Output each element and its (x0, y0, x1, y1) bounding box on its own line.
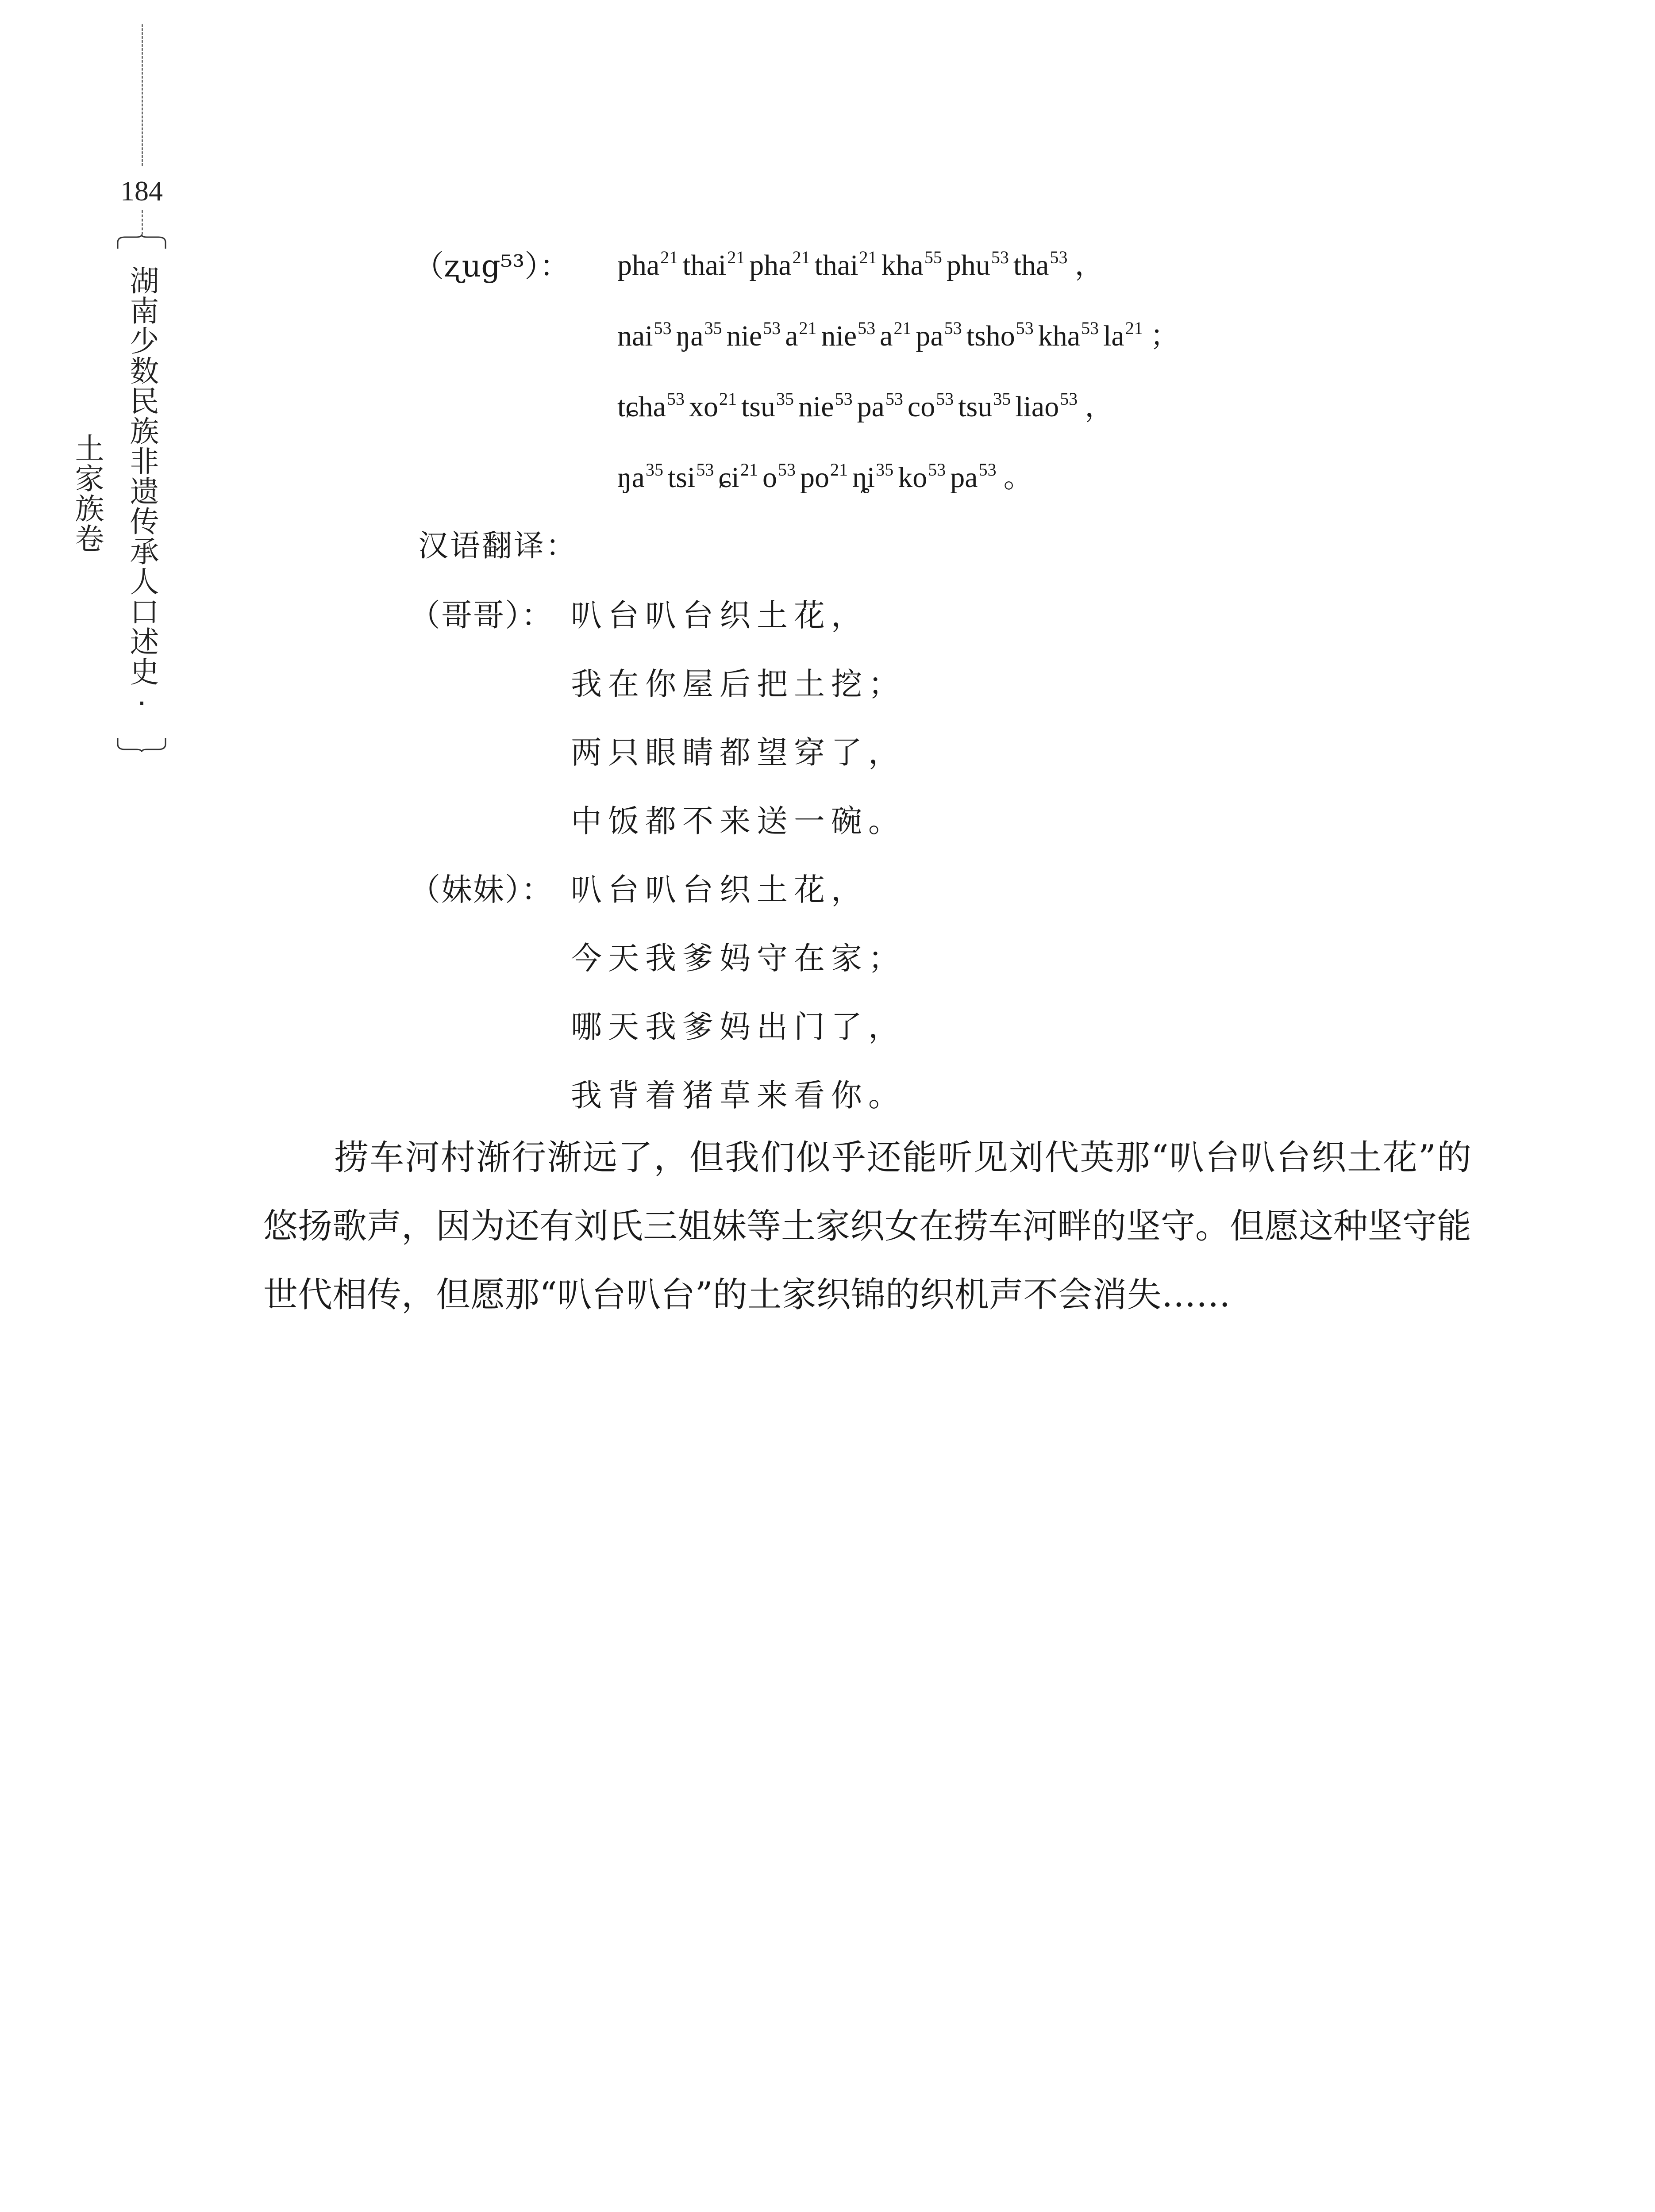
tone-mark: 53 (978, 460, 997, 480)
syllable-text: ȵi (852, 461, 875, 494)
syllable (881, 249, 947, 282)
syllable-text: nai (617, 320, 653, 352)
syllable (880, 319, 916, 353)
syllable (908, 390, 958, 424)
syllable-text: la (1103, 320, 1124, 352)
tone-mark: 53 (835, 389, 853, 409)
tone-mark: 53 (936, 389, 954, 409)
transcription-line (617, 383, 1114, 425)
syllable (762, 461, 800, 495)
tone-mark: 53 (1050, 247, 1068, 267)
syllable (689, 390, 741, 424)
verse-line: 叭台叭台织土花， (571, 872, 868, 908)
transcription-line (617, 453, 1033, 495)
syllable-text: tsu (741, 391, 775, 423)
syllable (682, 249, 749, 282)
syllable (617, 319, 676, 353)
transcription-speaker: （ʐug⁵³）： (414, 249, 570, 284)
tone-mark: 35 (776, 389, 794, 409)
syllable-text: nie (726, 320, 762, 352)
verse-speaker: （哥哥）： (409, 597, 553, 634)
syllable-text: nie (798, 391, 834, 423)
tone-mark: 55 (924, 247, 942, 267)
transcription-line (617, 241, 1104, 283)
verse-line: 叭台叭台织土花， (571, 597, 868, 634)
tone-mark: 21 (799, 318, 817, 338)
page-number: 184 (120, 175, 163, 207)
tone-mark: 53 (858, 318, 876, 338)
syllable-text: ŋa (676, 320, 704, 352)
tone-mark: 35 (876, 460, 894, 480)
syllable (749, 249, 814, 282)
syllable-text: pha (749, 249, 792, 281)
syllable-text: tsho (966, 320, 1015, 352)
syllable (852, 461, 898, 495)
header-rule-middle (142, 210, 143, 234)
syllable (821, 319, 880, 353)
syllable (815, 249, 881, 282)
syllable-text: a (880, 320, 893, 352)
tone-mark: 35 (993, 389, 1011, 409)
verse-speaker: （妹妹）： (409, 872, 553, 908)
syllable-text: co (907, 391, 935, 423)
syllable-text: tsu (958, 391, 993, 423)
syllable-text: po (800, 461, 829, 494)
syllable-text: a (785, 320, 798, 352)
tone-mark: 21 (660, 247, 678, 267)
verse-line: 哪天我爹妈出门了， (571, 1009, 905, 1045)
tone-mark: 53 (777, 460, 796, 480)
syllable-text: kha (881, 249, 924, 281)
syllable (950, 461, 1001, 495)
tone-mark: 35 (645, 460, 663, 480)
syllable (958, 390, 1015, 424)
closing-paragraph (263, 1124, 1471, 1329)
tone-mark: 21 (830, 460, 848, 480)
transcription-line (617, 312, 1179, 354)
verse-line: 两只眼睛都望穿了， (571, 734, 905, 771)
syllable-text: thai (814, 249, 858, 281)
tone-mark: 53 (666, 389, 685, 409)
line-punctuation: 。 (1003, 461, 1033, 494)
verse-line: 我在你屋后把土挖； (571, 666, 905, 702)
syllable (857, 390, 908, 424)
syllable (741, 390, 798, 424)
tone-mark: 53 (944, 318, 962, 338)
syllable (617, 249, 682, 282)
series-title-box (70, 234, 169, 752)
tone-mark: 53 (763, 318, 781, 338)
syllable-text: pa (916, 320, 943, 352)
verse-line: 中饭都不来送一碗。 (571, 803, 905, 839)
line-punctuation: ， (1074, 249, 1104, 281)
bracket-top (116, 234, 167, 250)
syllable (617, 461, 668, 495)
tone-mark: 53 (885, 389, 903, 409)
tone-mark: 53 (928, 460, 946, 480)
series-title: 湖南少数民族非遗传承人口述史·土家族卷 (70, 265, 159, 722)
verse-line: 今天我爹妈守在家； (571, 940, 905, 976)
syllable-text: tha (1013, 249, 1049, 281)
translation-label: 汉语翻译： (418, 529, 578, 564)
tone-mark: 35 (704, 318, 722, 338)
syllable-text: tsi (667, 461, 696, 494)
verse-line: 我背着猪草来看你。 (571, 1077, 905, 1114)
line-punctuation: ， (1085, 391, 1114, 423)
tone-mark: 53 (654, 318, 672, 338)
syllable (916, 319, 966, 353)
syllable-text: o (762, 461, 777, 494)
syllable-text: ŋa (617, 461, 645, 494)
syllable-text: phu (946, 249, 990, 281)
header-rule-top (142, 24, 143, 166)
tone-mark: 53 (1016, 318, 1034, 338)
syllable (785, 319, 821, 353)
bracket-bottom (116, 737, 167, 752)
tone-mark: 53 (1081, 318, 1099, 338)
syllable (1015, 390, 1082, 424)
tone-mark: 21 (859, 247, 877, 267)
syllable (1038, 319, 1103, 353)
syllable (617, 390, 689, 424)
syllable-text: ko (898, 461, 928, 494)
syllable (727, 319, 785, 353)
tone-mark: 53 (696, 460, 714, 480)
syllable-text: xo (689, 391, 718, 423)
syllable (1103, 319, 1147, 353)
syllable-text: pa (950, 461, 978, 494)
tone-mark: 21 (893, 318, 912, 338)
syllable-text: ɕi (718, 461, 739, 494)
syllable (718, 461, 762, 495)
syllable (676, 319, 727, 353)
syllable-text: pha (617, 249, 660, 281)
syllable-text: nie (821, 320, 857, 352)
syllable (798, 390, 857, 424)
tone-mark: 21 (740, 460, 758, 480)
syllable (898, 461, 950, 495)
syllable-text: kha (1038, 320, 1081, 352)
syllable-text: pa (857, 391, 885, 423)
syllable-text: liao (1015, 391, 1059, 423)
syllable (947, 249, 1013, 282)
closing-paragraph-text: 捞车河村渐行渐远了，但我们似乎还能听见刘代英那“叭台叭台织土花”的悠扬歌声，因为还有刘氏三姐妹等土家织女在捞车河畔的坚守。但愿这种坚守能世代相传，但愿那“叭台叭台”的土家织锦的织机声不会消失…… (263, 1138, 1472, 1315)
tone-mark: 21 (792, 247, 810, 267)
syllable (966, 319, 1038, 353)
syllable (800, 461, 852, 495)
syllable (668, 461, 718, 495)
line-punctuation: ； (1150, 320, 1179, 352)
tone-mark: 53 (1060, 389, 1078, 409)
syllable-text: tɕha (617, 391, 666, 423)
tone-mark: 21 (1125, 318, 1143, 338)
tone-mark: 53 (991, 247, 1009, 267)
tone-mark: 21 (727, 247, 745, 267)
tone-mark: 21 (719, 389, 737, 409)
syllable-text: thai (682, 249, 727, 281)
syllable (1013, 249, 1072, 282)
